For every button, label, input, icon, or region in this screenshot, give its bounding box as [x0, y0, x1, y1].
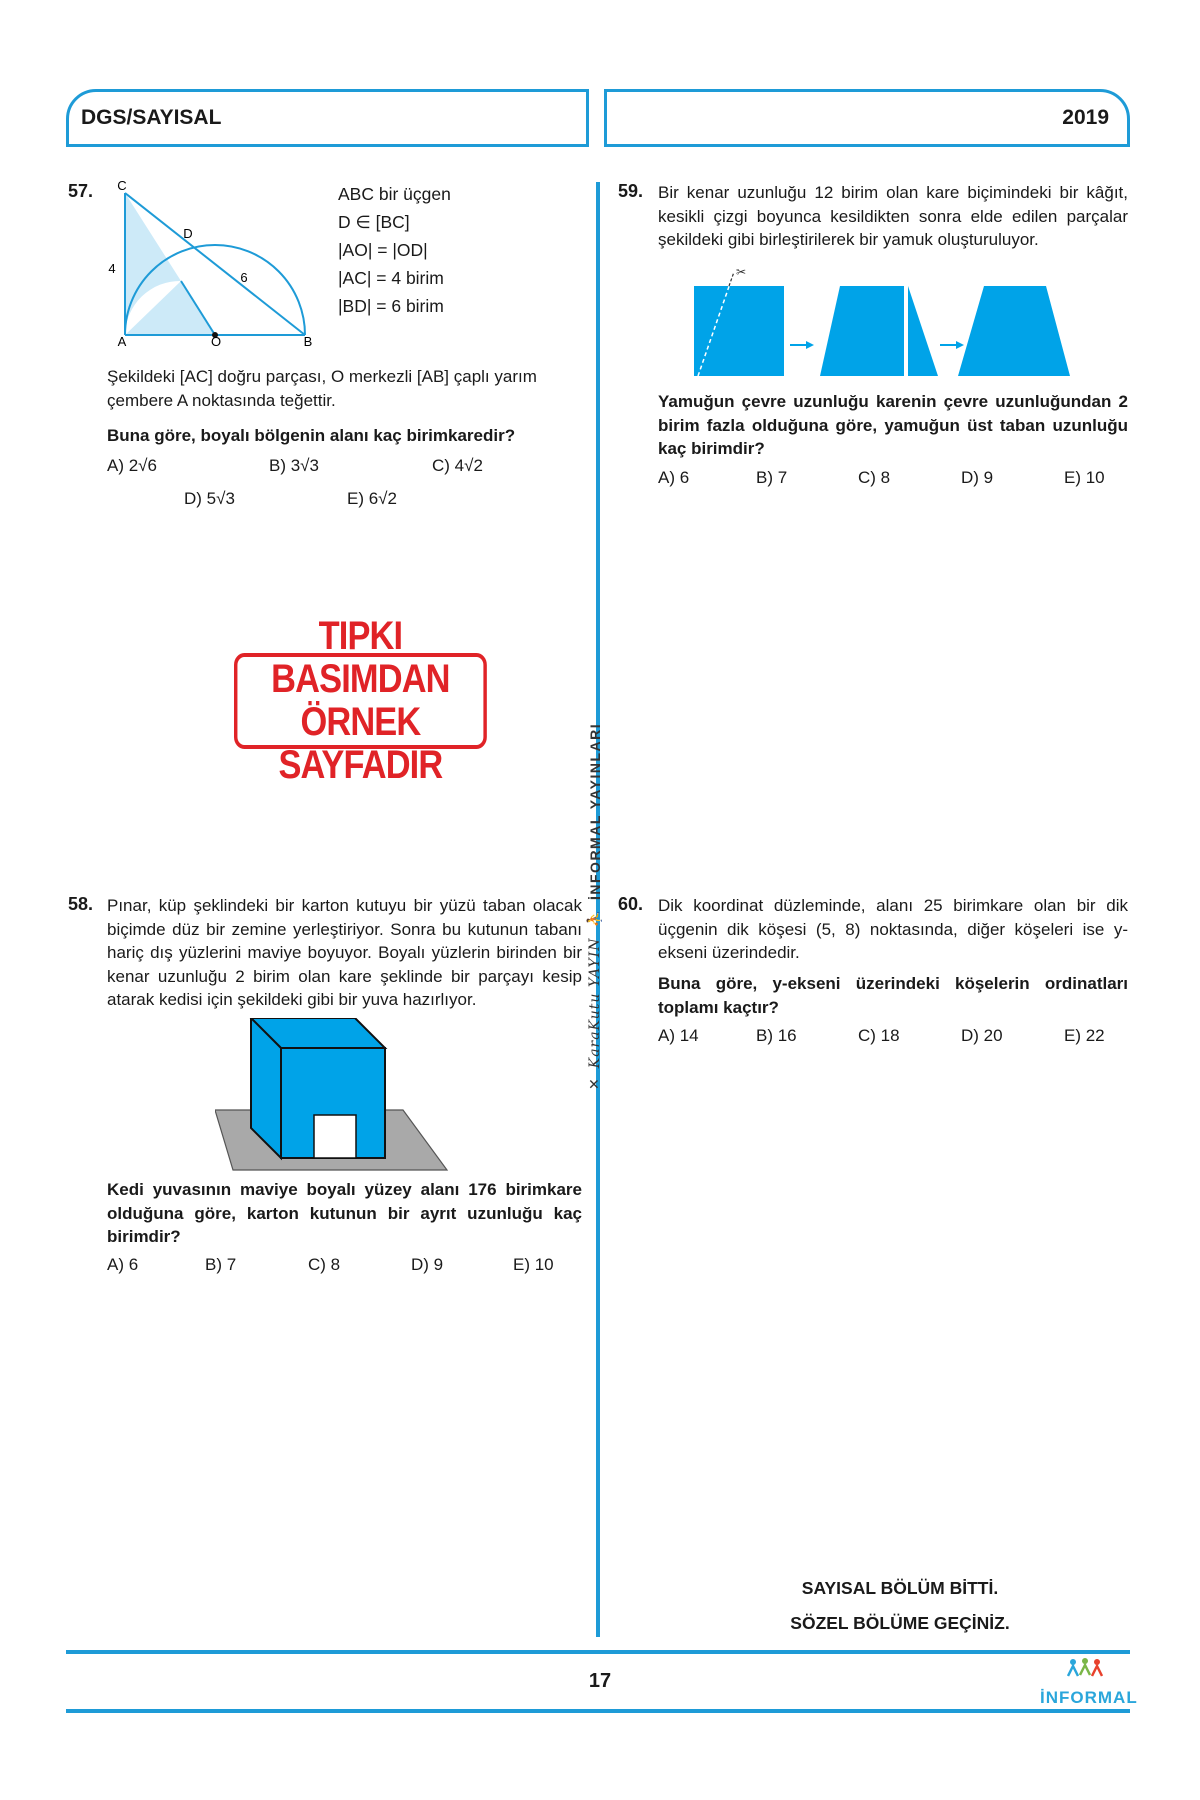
q57-given-item: |BD| = 6 birim	[338, 296, 444, 316]
q57-option-c[interactable]: C) 4√2	[432, 456, 483, 475]
q58-option-d[interactable]: D) 9	[411, 1255, 444, 1274]
logo-wordmark: İNFORMAL	[1040, 1688, 1138, 1707]
scissors-icon: ✂	[736, 265, 747, 279]
informal-people-icon: ⛹	[586, 910, 602, 928]
q57-option-e[interactable]: E) 6√2	[347, 489, 397, 508]
header-left	[66, 89, 589, 147]
q59-option-e[interactable]: E) 10	[1064, 468, 1105, 487]
q57-option-a[interactable]: A) 2√6	[107, 456, 157, 475]
q59-arrowhead-1	[806, 341, 814, 349]
q60-question: Buna göre, y-ekseni üzerindeki köşelerin ordinatları toplamı kaçtır?	[658, 974, 1128, 1017]
q57-label-ac-length: 4	[108, 261, 116, 276]
q58-number: 58.	[68, 894, 94, 914]
q57-label-c: C	[117, 180, 127, 193]
q58-figure	[215, 1018, 455, 1173]
q60-options	[658, 1026, 1128, 1050]
footer-bottom-rule	[66, 1709, 1130, 1713]
q58-option-e[interactable]: E) 10	[513, 1255, 554, 1274]
q58-door-cutout	[314, 1115, 356, 1158]
q59-trapezoid-piece	[820, 286, 904, 376]
people-icon	[1067, 1658, 1103, 1678]
section-end-line-1: SAYISAL BÖLÜM BİTTİ.	[801, 1578, 999, 1598]
q59-figure	[690, 262, 1080, 380]
publisher-informal: İNFORMAL YAYINLARI	[586, 722, 603, 900]
q57-given-item: |AC| = 4 birim	[338, 268, 444, 288]
q57-given-list	[338, 180, 451, 320]
q58-option-a[interactable]: A) 6	[107, 1255, 139, 1274]
page-number: 17	[588, 1670, 612, 1692]
q57-statement: Şekildeki [AC] doğru parçası, O merkezli [AB] çaplı yarım çembere A noktasında teğettir.	[107, 367, 537, 410]
karakutu-logo-icon: ✕	[586, 1078, 602, 1090]
exam-year: 2019	[1062, 106, 1109, 129]
q57-figure	[100, 180, 330, 350]
header-right	[604, 89, 1130, 147]
q59-option-c[interactable]: C) 8	[858, 468, 891, 487]
sample-page-stamp	[234, 614, 487, 787]
q59-options	[658, 468, 1128, 492]
q58-question: Kedi yuvasının maviye boyalı yüzey alanı 176 birimkare olduğuna göre, karton kutunun bir ayrıt uzunluğu kaç birimdir?	[107, 1180, 582, 1246]
q59-question: Yamuğun çevre uzunluğu karenin çevre uzunluğundan 2 birim fazla olduğuna göre, yamuğun üst taban uzunluğu kaç birimdir?	[658, 392, 1128, 458]
publisher-karakutu: KaraKutu YAYIN	[586, 937, 603, 1069]
exam-title: DGS/SAYISAL	[81, 106, 222, 129]
q58-option-c[interactable]: C) 8	[308, 1255, 341, 1274]
q57-options	[107, 456, 587, 516]
q57-given-item: ABC bir üçgen	[338, 184, 451, 204]
q57-label-bd-length: 6	[240, 270, 248, 285]
q59-triangle-piece	[908, 286, 938, 376]
q60-option-d[interactable]: D) 20	[961, 1026, 1003, 1045]
q60-option-c[interactable]: C) 18	[858, 1026, 900, 1045]
q60-number: 60.	[618, 894, 644, 914]
q60-option-a[interactable]: A) 14	[658, 1026, 699, 1045]
q60-option-b[interactable]: B) 16	[756, 1026, 797, 1045]
section-end-line-2: SÖZEL BÖLÜME GEÇİNİZ.	[790, 1613, 1010, 1633]
q60-option-e[interactable]: E) 22	[1064, 1026, 1105, 1045]
q59-trapezoid-result	[958, 286, 1070, 376]
stamp-line-1: TIPKI BASIMDAN	[271, 614, 450, 701]
q57-given-item: D ∈ [BC]	[338, 212, 410, 232]
q57-option-d[interactable]: D) 5√3	[184, 489, 235, 508]
footer-top-rule	[66, 1650, 1130, 1654]
q57-number: 57.	[68, 181, 94, 201]
q58-option-b[interactable]: B) 7	[205, 1255, 237, 1274]
q59-cut-line-ext	[729, 272, 734, 286]
q59-option-a[interactable]: A) 6	[658, 468, 690, 487]
q59-square	[694, 286, 784, 376]
q57-label-a: A	[117, 334, 127, 349]
q60-statement: Dik koordinat düzleminde, alanı 25 birimkare olan bir dik üçgenin dik köşesi (5, 8) noktasında, diğer köşeleri ise y-ekseni üzerindedir.	[658, 896, 1128, 962]
q57-option-b[interactable]: B) 3√3	[269, 456, 319, 475]
q57-question: Buna göre, boyalı bölgenin alanı kaç birimkaredir?	[107, 426, 516, 445]
q59-arrowhead-2	[956, 341, 964, 349]
q59-option-d[interactable]: D) 9	[961, 468, 994, 487]
publisher-logo	[1040, 1656, 1138, 1712]
q57-given-item: |AO| = |OD|	[338, 240, 428, 260]
q57-label-b: B	[303, 334, 313, 349]
q59-option-b[interactable]: B) 7	[756, 468, 788, 487]
q59-number: 59.	[618, 181, 644, 201]
q57-label-o: O	[210, 334, 222, 349]
q58-statement: Pınar, küp şeklindeki bir karton kutuyu bir yüzü taban olacak biçimde düz bir zemine yerleştiriyor. Sonra bu kutunun tabanı hariç dış yüzlerini maviye boyuyor. Boyalı yüzlerin birinden bir kenar uzunluğu 2 birim olan kare şeklinde bir parçayı kesip atarak kedisi için şekildeki gibi bir yuva hazırlıyor.	[107, 896, 582, 1009]
q57-label-d: D	[183, 226, 193, 241]
q58-options	[107, 1255, 587, 1279]
q59-statement: Bir kenar uzunluğu 12 birim olan kare biçimindeki bir kâğıt, kesikli çizgi boyunca kesildikten sonra elde edilen parçalar şekildeki gibi birleştirilerek bir yamuk oluşturuluyor.	[658, 183, 1128, 249]
publisher-side-text	[586, 723, 603, 1090]
stamp-line-2: ÖRNEK SAYFADIR	[278, 700, 443, 787]
